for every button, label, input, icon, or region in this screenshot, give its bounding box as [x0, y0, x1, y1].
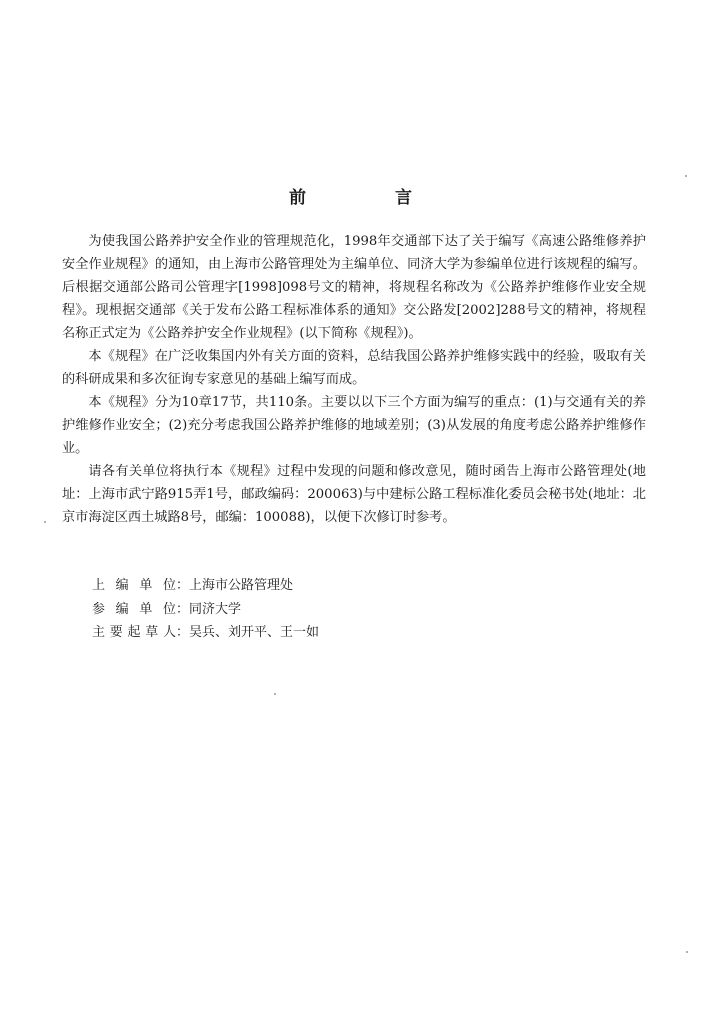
scan-speck	[274, 693, 276, 695]
credit-label: 上编单位	[92, 578, 176, 593]
paragraph-3: 本《规程》分为10章17节，共110条。主要以以下三个方面为编写的重点：(1)与交通有关的养护维修作业安全；(2)充分考虑我国公路养护维修的地域差别；(3)从发展的角度考虑公路养护维修作业。	[62, 395, 646, 456]
scan-speck	[685, 175, 687, 177]
credits-block	[92, 574, 592, 645]
preface-body	[62, 230, 646, 529]
paragraph-2: 本《规程》在广泛收集国内外有关方面的资料，总结我国公路养护维修实践中的经验，吸取有关的科研成果和多次征询专家意见的基础上编写而成。	[62, 349, 646, 387]
page-title: 前 言	[289, 188, 448, 208]
paragraph-1: 为使我国公路养护安全作业的管理规范化，1998年交通部下达了关于编写《高速公路维修养护安全作业规程》的通知，由上海市公路管理处为主编单位、同济大学为参编单位进行该规程的编写。后根据交通部公路司公管理字[1998]098号文的精神，将规程名称改为《公路养护维修作业安全规程》。现根据交通部《关于发布公路工程标准体系的通知》交公路发[2002]288号文的精神，将规程名称正式定为《公路养护安全作业规程》(以下简称《规程》)。	[62, 234, 646, 341]
credit-line-chief-editor: 上编单位 ： 上海市公路管理处	[92, 574, 592, 598]
scan-speck	[44, 521, 46, 523]
credit-label: 参编单位	[92, 601, 176, 617]
credit-value: 同济大学	[189, 601, 242, 617]
paragraph-4: 请各有关单位将执行本《规程》过程中发现的问题和修改意见，随时函告上海市公路管理处(地址：上海市武宁路915弄1号，邮政编码：200063)与中建标公路工程标准化委员会秘书处(地址：北京市海淀区西土城路8号，邮编：100088)，以便下次修订时参考。	[62, 464, 646, 525]
credit-label: 主要起草人	[92, 625, 176, 640]
scan-speck	[686, 951, 688, 953]
credit-value: 上海市公路管理处	[189, 578, 294, 593]
credit-line-drafters: 主要起草人 ： 吴兵、刘开平、王一如	[92, 621, 592, 645]
credit-line-co-editor: 参编单位 ： 同济大学	[92, 598, 592, 622]
credit-value: 吴兵、刘开平、王一如	[189, 625, 320, 640]
